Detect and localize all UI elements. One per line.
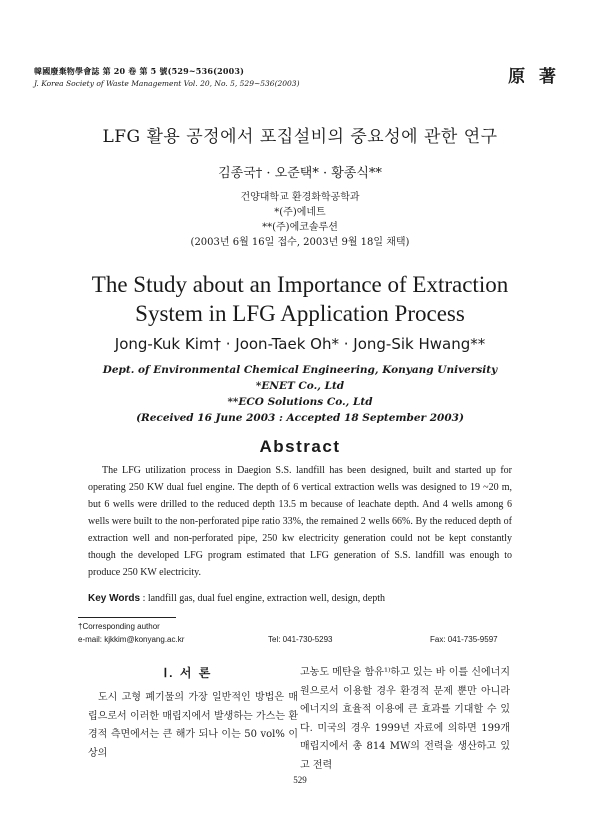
english-affiliations [0,362,600,426]
english-title-line-2: System in LFG Application Process [135,301,465,326]
received-dates-korean: (2003년 6월 16일 접수, 2003년 9월 18일 채택) [190,237,410,248]
section-heading-introduction: Ⅰ. 서 론 [163,666,213,680]
english-authors: Jong-Kuk Kim† · Joon-Taek Oh* · Jong-Sik Hwang** [114,335,486,353]
received-dates-english: (Received 16 June 2003 : Accepted 18 September 2003) [136,412,464,424]
english-affiliation-2: *ENET Co., Ltd [255,380,345,392]
abstract-body: The LFG utilization process in Daegion S.S. landfill has been designed, built and started up for operating 250 KW dual fuel engine. The depth of 6 vertical extraction wells was designed to 19 ~20 m, but 6 wells were drilled to the reduced depth 13.5 m because of leachate depth. And 4 wells among 6 wells were built to the non-perforated pipe ratio 33%, the remained 2 wells 66%. By the reduced depth of extraction well and non-perforated pipe, 250 kw electricity generation could not be kept constantly though the developed LFG program estimated that LFG generation of S.S. landfill was enough to produce 250 KW electricity. [88,465,512,578]
keywords [88,593,385,604]
author-fax: Fax: 041-735-9597 [430,635,498,644]
intro-right-column: 고농도 메탄을 함유¹⁾하고 있는 바 이를 신에너지원으로서 이용할 경우 환경적 문제 뿐만 아니라 에너지의 효율적 이용에 큰 효과를 기대할 수 있다. 미국의 경우 1999년 자료에 의하면 199개 매립지에서 총 814 MW의 전력을 생산하고 있고 전력 [300,667,510,771]
journal-header-english: J. Korea Society of Waste Management Vol. 20, No. 5, 529~536(2003) [34,79,300,88]
english-affiliation-3: **ECO Solutions Co., Ltd [227,396,373,408]
english-affiliation-1: Dept. of Environmental Chemical Engineering, Konyang University [102,364,498,376]
author-email: e-mail: kjkkim@konyang.ac.kr [78,635,185,644]
korean-affiliation-1: 건양대학교 환경화학공학과 [240,192,360,203]
intro-left-column: 도시 고형 폐기물의 가장 일반적인 방법은 매립으로서 이러한 매립지에서 발생하는 가스는 환경적 측면에서는 큰 해가 되나 이는 50 vol% 이상의 [88,692,298,759]
author-tel: Tel: 041-730-5293 [268,635,333,644]
keywords-text: : landfill gas, dual fuel engine, extraction well, design, depth [140,593,385,604]
footnote-rule [78,617,176,618]
korean-affiliation-2: *(주)에네트 [274,207,326,218]
keywords-label: Key Words [88,593,141,604]
corresponding-author-note: †Corresponding author [78,622,160,631]
journal-header-korean: 韓國廢棄物學會誌 第 20 卷 第 5 號(529~536(2003) [34,66,245,76]
english-title-line-1: The Study about an Importance of Extraction [91,272,509,297]
korean-title: LFG 활용 공정에서 포집설비의 중요성에 관한 연구 [102,127,498,147]
korean-authors: 김종국† · 오준택* · 황종식** [218,166,382,181]
abstract-heading: Abstract [259,437,341,456]
page-number: 529 [293,775,307,785]
english-title [0,270,600,328]
article-type-badge: 原 著 [508,67,560,87]
korean-affiliation-3: **(주)에코솔루션 [262,222,338,233]
